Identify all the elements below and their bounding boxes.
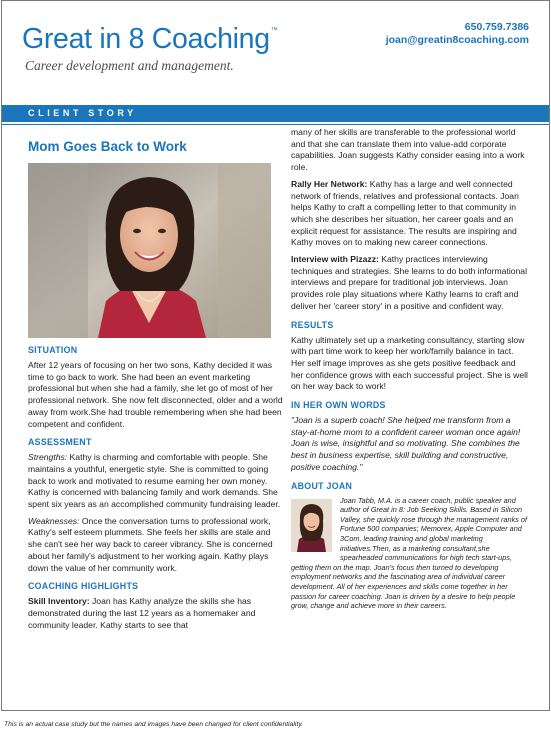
assessment-heading: ASSESSMENT bbox=[28, 437, 92, 448]
right-column bbox=[291, 127, 529, 611]
weaknesses-text: Once the conversation turns to professional work, Kathy's self esteem plummets. She feels her skills are stale and she can't see her way back to career vibrancy. She is concerned about her family's adjustment to her working again. Kathy plays down the value of her community work. bbox=[28, 515, 273, 573]
about-text: Joan Tabb, M.A. is a career coach, public speaker and author of Great in 8: Job Seeking Skills. Based in Silicon Valley, she quickly rose through the management ranks of Fortune 500 companies; Memorex, Apple Computer and 3Com, leading training and global marketing initiatives.Then, as a marketing consultant,she spearheaded communications for high tech start-ups, getting them on the map. Joan's focus then turned to developing employment networks and the fascinating area of individual career development. All of her experiences and skills come together in her passion for career coaching. Joan is driven by a desire to help people grow, change and achieve more in their careers. bbox=[291, 495, 527, 611]
phone-number: 650.759.7386 bbox=[464, 21, 529, 33]
case-study-page bbox=[1, 0, 550, 711]
skill-inventory-text: Joan has Kathy analyze the skills she has demonstrated during the last 12 years as a homemaker and community leader. Kathy starts to see that bbox=[28, 596, 256, 630]
skill-inventory-continued: many of her skills are transferable to the professional world and that she can translate them into value-add corporate capabilities. Joan suggests Kathy consider easing into a work role. bbox=[291, 127, 525, 173]
interview-paragraph bbox=[291, 254, 529, 313]
coaching-heading: COACHING HIGHLIGHTS bbox=[28, 581, 139, 592]
coach-portrait-image bbox=[291, 499, 332, 552]
client-portrait-image bbox=[28, 163, 271, 338]
weaknesses-label: Weaknesses: bbox=[28, 515, 80, 526]
strengths-text: Kathy is charming and comfortable with people. She maintains a youthful, energetic style. She is committed to going back to work and motivated to resume earning her own money. Kathy is concerned with balancing family and work demands. She spent six years as an accomplished community fundraising leader. bbox=[28, 452, 281, 510]
brand-name: Great in 8 Coaching bbox=[22, 23, 270, 55]
testimonial-quote: "Joan is a superb coach! She helped me transform from a stay-at-home mom to a confident career woman once again! Joan is wise, insightful and so motivating. She combines the best in business expertise, skill building and constructive, positive coaching." bbox=[291, 415, 521, 472]
story-title: Mom Goes Back to Work bbox=[28, 139, 187, 154]
strengths-label: Strengths: bbox=[28, 452, 68, 463]
situation-heading: SITUATION bbox=[28, 345, 78, 355]
brand-logo bbox=[22, 23, 277, 56]
tagline: Career development and management. bbox=[25, 58, 234, 73]
email-address: joan@greatin8coaching.com bbox=[385, 34, 529, 46]
weaknesses-paragraph bbox=[28, 516, 283, 575]
results-text: Kathy ultimately set up a marketing consultancy, starting slow with part time work to keep her work/family balance in tact. Her self image improves as she gets positive feedback and her confidence grows with each successful project. She is well on her way back to work! bbox=[291, 334, 528, 392]
own-words-heading: IN HER OWN WORDS bbox=[291, 400, 386, 411]
trademark-mark: ™ bbox=[270, 27, 278, 34]
interview-label: Interview with Pizazz: bbox=[291, 254, 379, 265]
about-section bbox=[291, 496, 529, 611]
rally-network-label: Rally Her Network: bbox=[291, 178, 368, 189]
confidentiality-note: This is an actual case study but the names and images have been changed for client confidentiality. bbox=[4, 721, 304, 728]
banner-divider bbox=[2, 124, 549, 125]
coach-photo bbox=[291, 499, 332, 552]
interview-text: Kathy practices interviewing techniques and strategies. She learns to do both informational interviews and prepare for traditional job interviews. Joan provides role play situations where Kathy learns to craft and deliver her 'career story' in a positive and confident way. bbox=[291, 254, 528, 311]
strengths-paragraph bbox=[28, 452, 283, 511]
skill-inventory-paragraph bbox=[28, 596, 283, 631]
client-photo bbox=[28, 163, 271, 338]
rally-network-paragraph bbox=[291, 179, 529, 249]
rally-network-text: Kathy has a large and well connected network of friends, relatives and professional contacts. Joan helps Kathy to craft a compelling letter to that community in which she describes her situation, her career goals and an explicit request for assistance. The results are inspiring and Kathy moves on to making new career connections. bbox=[291, 178, 519, 248]
section-banner bbox=[2, 105, 549, 122]
about-heading: ABOUT JOAN bbox=[291, 480, 353, 491]
results-heading: RESULTS bbox=[291, 319, 334, 330]
situation-text: After 12 years of focusing on her two sons, Kathy decided it was time to go back to work. She had been an event marketing professional but when she had a family, she let go of most of her professional network. She now felt disconnected, older and a world away from work.She had trouble remembering when she had been competent and confident. bbox=[28, 360, 283, 429]
left-column bbox=[28, 139, 283, 636]
banner-label: CLIENT STORY bbox=[28, 108, 137, 118]
contact-block bbox=[386, 21, 529, 47]
skill-inventory-label: Skill Inventory: bbox=[28, 596, 90, 607]
